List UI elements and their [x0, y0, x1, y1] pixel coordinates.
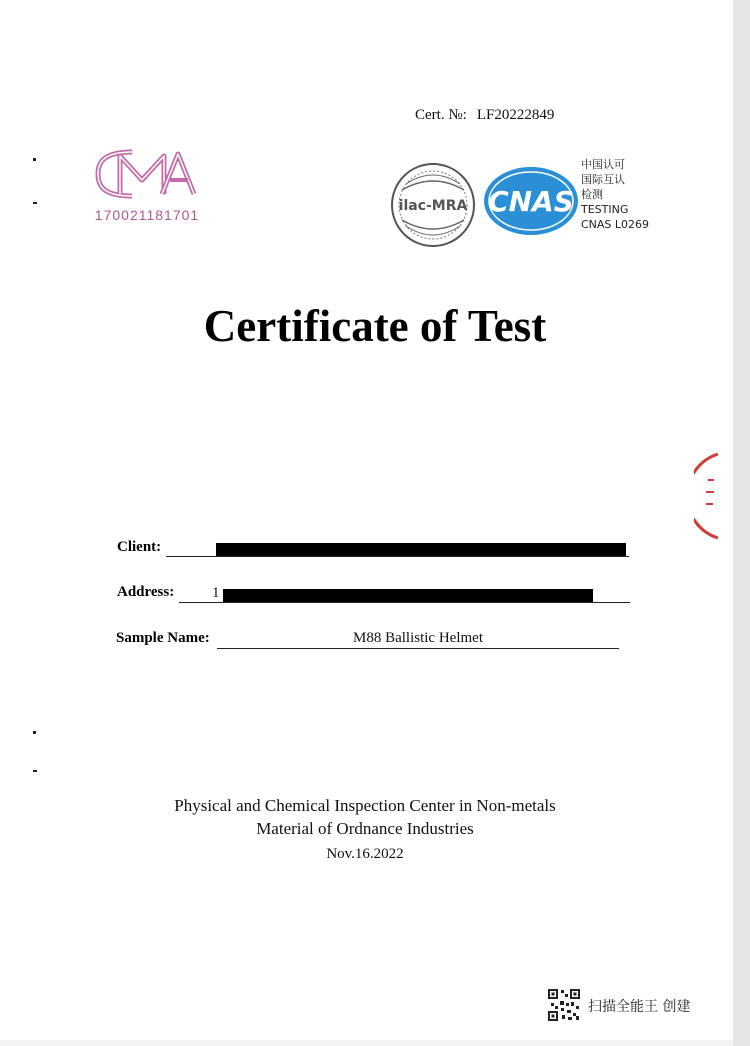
document-title: Certificate of Test — [203, 301, 547, 351]
cnas-line-3: 检测 — [581, 188, 603, 201]
cnas-logo — [482, 165, 580, 237]
scan-mark — [33, 770, 37, 772]
ilac-logo-text: ilac-MRA — [398, 198, 468, 214]
cnas-line-4: TESTING — [581, 203, 629, 216]
issue-date: Nov.16.2022 — [326, 846, 404, 862]
ilac-mra-logo — [388, 160, 478, 250]
ilac-seal-icon — [388, 160, 478, 250]
scan-mark — [33, 202, 37, 204]
qr-code-icon — [547, 988, 581, 1022]
cnas-line-5: CNAS L0269 — [581, 218, 650, 231]
cert-number-value: LF20222849 — [476, 107, 555, 123]
issuer-line-1: Physical and Chemical Inspection Center in Non-metals — [174, 796, 556, 815]
cma-logo — [92, 144, 202, 230]
cnas-mark-icon — [482, 165, 580, 237]
scan-mark — [33, 731, 36, 734]
cnas-accreditation-text — [581, 157, 651, 232]
address-visible-start: 1 — [212, 585, 220, 601]
cma-number: 170021181701 — [94, 207, 200, 223]
scan-mark — [33, 158, 36, 161]
cnas-logo-text: CNAS — [488, 185, 574, 218]
scan-edge-shadow — [733, 0, 750, 1046]
cma-mark-icon — [92, 144, 202, 206]
client-label: Client: — [117, 539, 162, 555]
address-label: Address: — [117, 584, 175, 600]
cnas-line-1: 中国认可 — [581, 158, 625, 171]
sample-name-value: M88 Ballistic Helmet — [353, 630, 483, 646]
cnas-line-2: 国际互认 — [581, 173, 625, 186]
issuer-line-2: Material of Ordnance Industries — [256, 819, 474, 838]
cert-number-label: Cert. №: — [415, 107, 467, 123]
sample-name-label: Sample Name: — [116, 630, 210, 646]
certificate-number — [415, 107, 554, 124]
scanner-app-watermark: 扫描全能王 创建 — [588, 999, 691, 1015]
address-redaction — [223, 589, 593, 602]
red-stamp-partial-icon — [694, 452, 718, 540]
issuer-block — [0, 794, 730, 840]
client-redaction — [216, 543, 626, 556]
